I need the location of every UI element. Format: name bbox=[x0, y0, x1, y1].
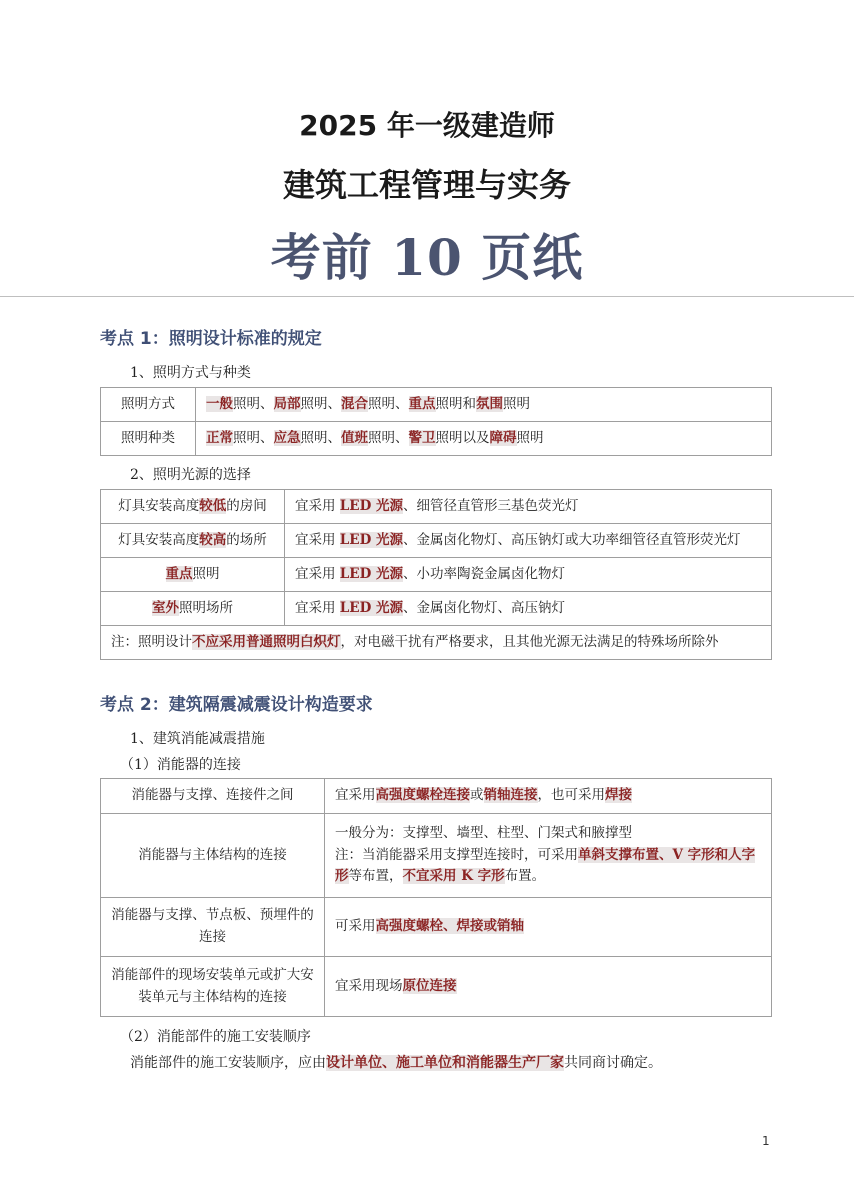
text: 共同商讨确定。 bbox=[564, 1055, 662, 1071]
text: 宜采用 bbox=[295, 531, 340, 548]
highlight: LED 光源 bbox=[339, 531, 403, 548]
table-row bbox=[101, 558, 772, 592]
table-row bbox=[101, 957, 772, 1017]
text: 照明、 bbox=[300, 395, 341, 412]
text: 宜采用 bbox=[295, 599, 340, 616]
text: 可采用 bbox=[335, 918, 376, 935]
highlight: 障碍 bbox=[489, 429, 517, 446]
table-row bbox=[101, 422, 772, 456]
section1-subheading-2: 2、照明光源的选择 bbox=[130, 467, 251, 483]
text: 布置。 bbox=[504, 868, 546, 885]
text: 照明 bbox=[516, 429, 544, 446]
document-title-line1: 2025 年一级建造师 bbox=[299, 109, 555, 142]
table-row bbox=[101, 779, 772, 814]
highlight: 单斜支撑布置、V 字形和人字形 bbox=[335, 846, 756, 885]
table-row bbox=[101, 592, 772, 626]
row-label bbox=[101, 490, 285, 524]
table-row bbox=[101, 898, 772, 957]
text: 照明 bbox=[503, 395, 530, 412]
highlight: LED 光源 bbox=[339, 565, 403, 582]
row-label bbox=[101, 524, 285, 558]
text: 照明、 bbox=[368, 395, 409, 412]
note bbox=[335, 845, 761, 888]
highlight: 高强度螺栓连接 bbox=[375, 787, 470, 804]
text: 照明、 bbox=[233, 429, 274, 446]
section1-heading: 考点 1：照明设计标准的规定 bbox=[100, 329, 322, 349]
section2-subheading-2: （2）消能部件的施工安装顺序 bbox=[120, 1029, 311, 1045]
highlight: 不宜采用 K 字形 bbox=[402, 868, 505, 885]
light-source-table bbox=[100, 489, 772, 660]
row-value bbox=[285, 524, 772, 558]
highlight: 局部 bbox=[273, 395, 301, 412]
highlight: 焊接 bbox=[605, 787, 632, 804]
highlight: 较高 bbox=[199, 531, 227, 548]
text: 照明、 bbox=[300, 429, 341, 446]
text: 、小功率陶瓷金属卤化物灯 bbox=[403, 565, 565, 582]
row-label bbox=[101, 592, 285, 626]
page-number: 1 bbox=[762, 1134, 770, 1148]
header-divider bbox=[0, 296, 854, 297]
text: ，对电磁干扰有严格要求，且其他光源无法满足的特殊场所除外 bbox=[340, 633, 719, 650]
text: 一般分为：支撑型、墙型、柱型、门架式和腋撑型 bbox=[335, 825, 632, 842]
row-value bbox=[325, 957, 772, 1017]
row-value bbox=[285, 592, 772, 626]
highlight: 较低 bbox=[199, 497, 227, 514]
highlight: 重点 bbox=[408, 395, 436, 412]
lighting-mode-table bbox=[100, 387, 772, 456]
highlight: LED 光源 bbox=[339, 497, 403, 514]
row-label: 照明方式 bbox=[101, 388, 196, 422]
section2-heading: 考点 2：建筑隔震减震设计构造要求 bbox=[100, 695, 373, 715]
highlight: 值班 bbox=[341, 429, 368, 446]
text: 灯具安装高度 bbox=[118, 531, 200, 548]
table-note-row bbox=[101, 626, 772, 660]
text: 照明、 bbox=[368, 429, 409, 446]
text: ，也可采用 bbox=[537, 787, 605, 804]
text: 、金属卤化物灯、高压钠灯 bbox=[403, 599, 565, 616]
row-value bbox=[285, 558, 772, 592]
text: 消能部件的施工安装顺序，应由 bbox=[130, 1055, 326, 1071]
document-title-line2: 建筑工程管理与实务 bbox=[282, 166, 571, 204]
row-label: 消能器与支撑、节点板、预埋件的连接 bbox=[101, 898, 325, 957]
table-row bbox=[101, 814, 772, 898]
highlight: 销轴连接 bbox=[483, 787, 538, 804]
row-label: 照明种类 bbox=[101, 422, 196, 456]
text: 宜采用 bbox=[295, 497, 340, 514]
highlight: 原位连接 bbox=[402, 977, 457, 994]
text: 照明以及 bbox=[435, 429, 490, 446]
highlight: 应急 bbox=[273, 429, 301, 446]
text: 或 bbox=[470, 787, 484, 804]
row-value bbox=[325, 779, 772, 814]
section2-paragraph bbox=[130, 1052, 662, 1072]
text: 照明、 bbox=[233, 395, 274, 412]
text: 、细管径直管形三基色荧光灯 bbox=[403, 497, 579, 514]
text: 照明和 bbox=[435, 395, 476, 412]
text: 灯具安装高度 bbox=[118, 497, 200, 514]
section2-subheading-1a: （1）消能器的连接 bbox=[120, 757, 241, 773]
row-label bbox=[101, 558, 285, 592]
document-title-line3: 考前 10 页纸 bbox=[270, 228, 584, 287]
text: 的房间 bbox=[226, 497, 267, 514]
highlight: 高强度螺栓、焊接或销轴 bbox=[375, 918, 524, 935]
highlight: 不应采用普通照明白炽灯 bbox=[192, 633, 341, 650]
row-value bbox=[325, 898, 772, 957]
text: 照明 bbox=[192, 565, 220, 582]
row-value bbox=[196, 388, 772, 422]
highlight: 正常 bbox=[206, 429, 233, 446]
text: 注：当消能器采用支撑型连接时，可采用 bbox=[335, 846, 578, 863]
table-row bbox=[101, 524, 772, 558]
text: 、金属卤化物灯、高压钠灯或大功率细管径直管形荧光灯 bbox=[403, 531, 741, 548]
table-note bbox=[101, 626, 772, 660]
row-label: 消能器与主体结构的连接 bbox=[101, 814, 325, 898]
text: 注：照明设计 bbox=[111, 633, 192, 650]
highlight: 警卫 bbox=[408, 429, 436, 446]
highlight: 室外 bbox=[152, 599, 179, 616]
table-row bbox=[101, 388, 772, 422]
text: 宜采用 bbox=[295, 565, 340, 582]
highlight: 一般 bbox=[206, 395, 233, 412]
row-label: 消能器与支撑、连接件之间 bbox=[101, 779, 325, 814]
highlight: 重点 bbox=[165, 565, 193, 582]
text: 照明场所 bbox=[179, 599, 233, 616]
text: 等布置， bbox=[348, 868, 403, 885]
row-label: 消能部件的现场安装单元或扩大安装单元与主体结构的连接 bbox=[101, 957, 325, 1017]
damper-connection-table bbox=[100, 778, 772, 1017]
text: 宜采用 bbox=[335, 787, 376, 804]
highlight: 氛围 bbox=[476, 395, 503, 412]
table-row bbox=[101, 490, 772, 524]
text: 的场所 bbox=[226, 531, 267, 548]
section2-subheading-1: 1、建筑消能减震措施 bbox=[130, 731, 265, 747]
highlight: LED 光源 bbox=[339, 599, 403, 616]
highlight: 设计单位、施工单位和消能器生产厂家 bbox=[326, 1055, 564, 1071]
row-value bbox=[285, 490, 772, 524]
row-value bbox=[325, 814, 772, 898]
row-value bbox=[196, 422, 772, 456]
text: 宜采用现场 bbox=[335, 977, 403, 994]
highlight: 混合 bbox=[341, 395, 368, 412]
section1-subheading-1: 1、照明方式与种类 bbox=[130, 365, 251, 381]
